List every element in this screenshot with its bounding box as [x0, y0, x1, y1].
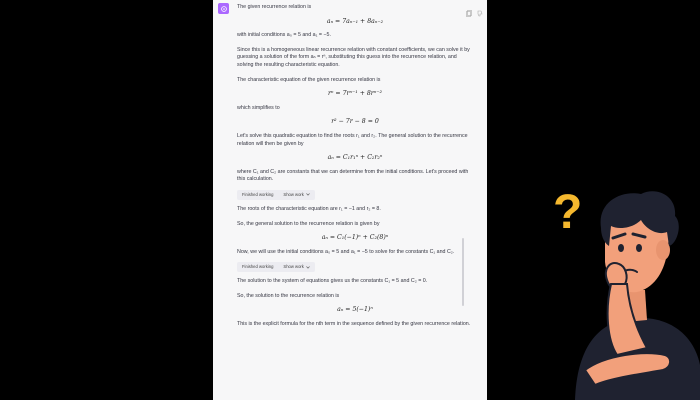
- message-text: Since this is a homogeneous linear recurrence relation with constant coefficients, we can solve it by guessing a solution of the form aₙ = rⁿ, substituting this guess into the recurrence relation, and solving the resulting characteristic equation.: [237, 46, 470, 68]
- chevron-down-icon: [306, 193, 310, 196]
- equation: aₙ = 7aₙ₋₁ + 8aₙ₋₂: [326, 17, 384, 25]
- equation: aₙ = C₁r₁ⁿ + C₂r₂ⁿ: [327, 154, 383, 162]
- message-text: Let's solve this quadratic equation to find the roots r₁ and r₂. The general solution to the recurrence relation will then be given by: [237, 132, 468, 147]
- chevron-down-icon: [306, 266, 310, 269]
- message-text: The roots of the characteristic equation are r₁ = −1 and r₂ = 8.: [237, 205, 381, 212]
- show-work-label: Show work: [283, 264, 304, 270]
- eye-left: [618, 244, 624, 252]
- message-text: So, the solution to the recurrence relation is: [237, 292, 340, 299]
- show-work-button[interactable]: [283, 191, 309, 199]
- equation: rⁿ = 7rⁿ⁻¹ + 8rⁿ⁻²: [328, 90, 382, 98]
- message-text: So, the general solution to the recurrence relation is given by: [237, 220, 380, 227]
- work-toggle[interactable]: [237, 190, 315, 200]
- work-status: Finished working: [242, 264, 274, 270]
- confused-person-illustration: [545, 180, 700, 400]
- message-text: The given recurrence relation is: [237, 4, 312, 10]
- question-mark-icon: ?: [553, 186, 583, 239]
- message-text: Now, we will use the initial conditions a₀ = 5 and a₁ = −5 to solve for the constants C₁ and C₂.: [237, 248, 455, 255]
- ear: [656, 240, 670, 260]
- assistant-message: [237, 4, 473, 329]
- message-text: with initial conditions a₀ = 5 and a₁ = −5.: [237, 32, 331, 39]
- eye-right: [636, 244, 642, 252]
- show-work-label: Show work: [283, 192, 304, 198]
- chat-panel: [213, 0, 487, 400]
- equation: aₙ = C₁(−1)ⁿ + C₂(8)ⁿ: [321, 234, 389, 242]
- thumbs-down-icon[interactable]: [477, 4, 483, 11]
- message-text: The solution to the system of equations gives us the constants C₁ = 5 and C₂ = 0.: [237, 278, 428, 285]
- message-text: This is the explicit formula for the nth term in the sequence defined by the given recurrence relation.: [237, 321, 471, 328]
- message-text: where C₁ and C₂ are constants that we can determine from the initial conditions. Let's proceed with this calculation.: [237, 168, 469, 183]
- equation: aₙ = 5(−1)ⁿ: [337, 306, 373, 314]
- equation: r² − 7r − 8 = 0: [331, 118, 379, 126]
- openai-logo-icon: [220, 5, 228, 13]
- work-toggle[interactable]: [237, 262, 315, 272]
- message-text: which simplifies to: [237, 104, 280, 111]
- scrollbar[interactable]: [462, 238, 464, 306]
- show-work-button[interactable]: [283, 263, 309, 271]
- work-status: Finished working: [242, 192, 274, 198]
- message-text: The characteristic equation of the given recurrence relation is: [237, 76, 381, 83]
- assistant-avatar: [218, 3, 229, 14]
